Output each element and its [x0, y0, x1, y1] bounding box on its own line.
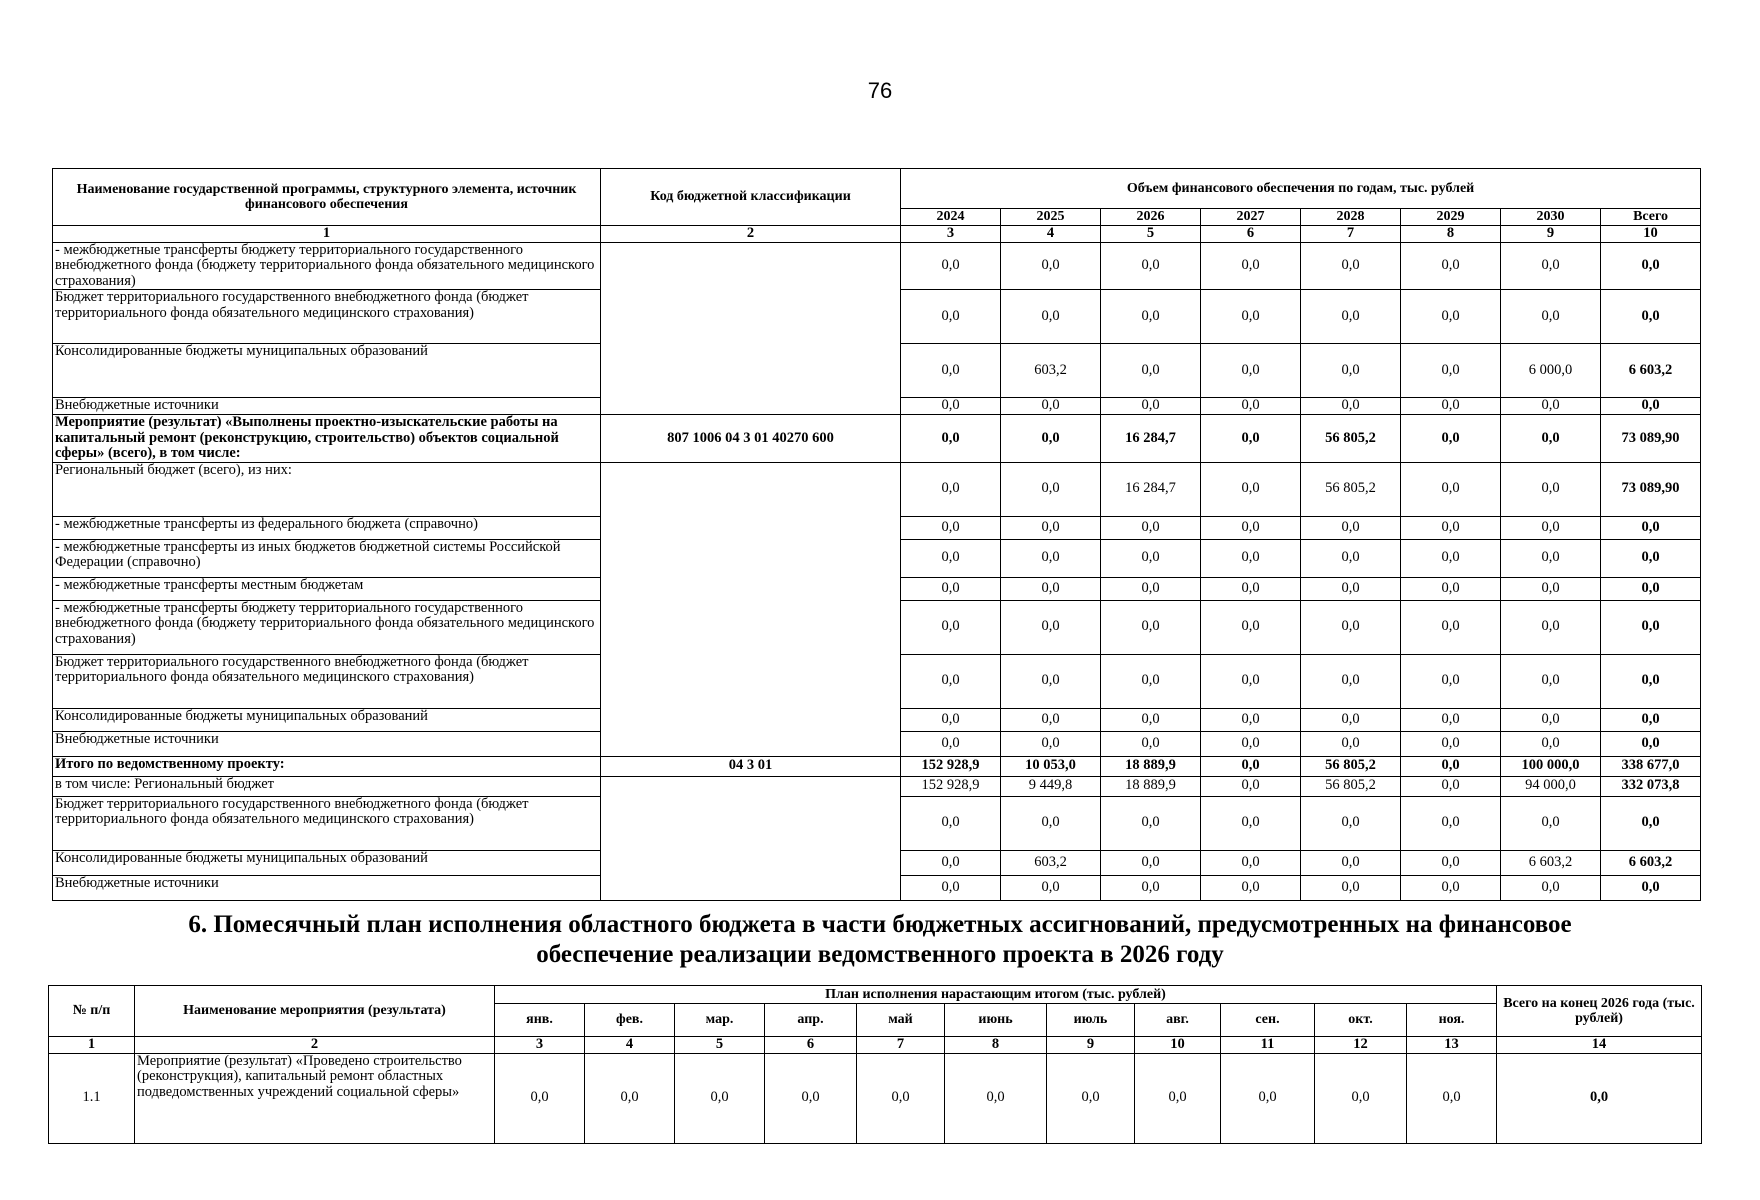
month-value: 0,0 [1407, 1053, 1497, 1143]
header-name: Наименование государственной программы, структурного элемента, источник финансового обеспечения [53, 169, 601, 226]
header-volume: Объем финансового обеспечения по годам, тыс. рублей [901, 169, 1701, 209]
year-value: 0,0 [1001, 577, 1101, 600]
section-title-line2: обеспечение реализации ведомственного проекта в 2026 году [536, 941, 1224, 968]
year-value: 0,0 [901, 516, 1001, 539]
year-value: 0,0 [1501, 731, 1601, 756]
year-value: 603,2 [1001, 850, 1101, 875]
section-title-line1: 6. Помесячный план исполнения областного бюджета в части бюджетных ассигнований, предусмотренных на финансовое [188, 911, 1572, 938]
year-value: 16 284,7 [1101, 415, 1201, 463]
year-value: 6 000,0 [1501, 344, 1601, 398]
year-value: 152 928,9 [901, 756, 1001, 776]
year-value: 0,0 [1101, 796, 1201, 850]
row-name: Итого по ведомственному проекту: [53, 756, 601, 776]
year-value: 0,0 [1201, 242, 1301, 290]
row-total: 0,0 [1601, 539, 1701, 577]
year-value: 0,0 [1201, 290, 1301, 344]
header-total: Всего [1601, 209, 1701, 226]
header-num: № п/п [49, 986, 135, 1037]
column-number: 6 [1201, 226, 1301, 243]
year-value: 0,0 [1301, 850, 1401, 875]
monthly-plan-table [48, 985, 1702, 1144]
year-value: 0,0 [1201, 344, 1301, 398]
table-row [53, 415, 1701, 463]
year-value: 0,0 [1001, 516, 1101, 539]
column-number: 9 [1047, 1037, 1135, 1054]
table-row [53, 776, 1701, 796]
month-value: 0,0 [1047, 1053, 1135, 1143]
year-value: 0,0 [1101, 577, 1201, 600]
year-value: 0,0 [1101, 875, 1201, 900]
year-value: 0,0 [1401, 600, 1501, 654]
year-value: 0,0 [901, 344, 1001, 398]
year-value: 0,0 [1401, 516, 1501, 539]
year-value: 0,0 [1001, 462, 1101, 516]
year-value: 0,0 [1501, 462, 1601, 516]
column-number: 9 [1501, 226, 1601, 243]
header-year: 2027 [1201, 209, 1301, 226]
year-value: 0,0 [1001, 415, 1101, 463]
row-name: Внебюджетные источники [53, 875, 601, 900]
column-number: 8 [945, 1037, 1047, 1054]
year-value: 0,0 [1101, 654, 1201, 708]
column-number: 1 [49, 1037, 135, 1054]
row-total: 332 073,8 [1601, 776, 1701, 796]
column-number: 7 [1301, 226, 1401, 243]
year-value: 0,0 [1401, 708, 1501, 731]
year-value: 0,0 [1001, 290, 1101, 344]
row-total: 73 089,90 [1601, 462, 1701, 516]
year-value: 0,0 [1501, 242, 1601, 290]
header-year-total: Всего на конец 2026 года (тыс. рублей) [1497, 986, 1702, 1037]
year-value: 0,0 [901, 398, 1001, 415]
year-value: 0,0 [1201, 875, 1301, 900]
year-value: 56 805,2 [1301, 756, 1401, 776]
column-number: 4 [1001, 226, 1101, 243]
header-plan: План исполнения нарастающим итогом (тыс. рублей) [495, 986, 1497, 1004]
year-value: 0,0 [1501, 600, 1601, 654]
year-value: 0,0 [1501, 290, 1601, 344]
month-value: 0,0 [945, 1053, 1047, 1143]
year-value: 152 928,9 [901, 776, 1001, 796]
row-total: 0,0 [1601, 708, 1701, 731]
year-value: 0,0 [1201, 654, 1301, 708]
row-name: Бюджет территориального государственного внебюджетного фонда (бюджет территориального фонда обязательного медицинского страхования) [53, 796, 601, 850]
row-name: Мероприятие (результат) «Выполнены проектно-изыскательские работы на капитальный ремонт (реконструкцию, строительство) объектов социальной сферы» (всего), в том числе: [53, 415, 601, 463]
year-value: 0,0 [1401, 756, 1501, 776]
budget-code: 807 1006 04 3 01 40270 600 [601, 415, 901, 463]
row-total: 0,0 [1601, 796, 1701, 850]
year-value: 0,0 [1301, 708, 1401, 731]
column-number: 6 [765, 1037, 857, 1054]
year-value: 0,0 [1301, 731, 1401, 756]
year-value: 0,0 [1401, 539, 1501, 577]
row-name: Бюджет территориального государственного внебюджетного фонда (бюджет территориального фонда обязательного медицинского страхования) [53, 654, 601, 708]
year-value: 0,0 [1501, 654, 1601, 708]
year-value: 0,0 [1401, 776, 1501, 796]
year-value: 0,0 [1101, 731, 1201, 756]
header-code: Код бюджетной классификации [601, 169, 901, 226]
year-value: 0,0 [1201, 708, 1301, 731]
month-value: 0,0 [1221, 1053, 1315, 1143]
year-value: 0,0 [1401, 398, 1501, 415]
row-name: Бюджет территориального государственного внебюджетного фонда (бюджет территориального фонда обязательного медицинского страхования) [53, 290, 601, 344]
row-name: Консолидированные бюджеты муниципальных образований [53, 708, 601, 731]
year-value: 0,0 [1301, 398, 1401, 415]
year-value: 0,0 [1401, 242, 1501, 290]
column-number: 3 [901, 226, 1001, 243]
column-number: 2 [135, 1037, 495, 1054]
column-number: 10 [1601, 226, 1701, 243]
year-value: 0,0 [1001, 654, 1101, 708]
year-value: 0,0 [1101, 398, 1201, 415]
year-value: 0,0 [1201, 516, 1301, 539]
year-value: 0,0 [1401, 415, 1501, 463]
year-value: 0,0 [901, 462, 1001, 516]
year-value: 0,0 [1301, 344, 1401, 398]
year-total-value: 0,0 [1497, 1053, 1702, 1143]
year-value: 0,0 [901, 796, 1001, 850]
year-value: 0,0 [1201, 539, 1301, 577]
header-month: мар. [675, 1004, 765, 1037]
year-value: 0,0 [1401, 654, 1501, 708]
year-value: 0,0 [1001, 731, 1101, 756]
column-number: 14 [1497, 1037, 1702, 1054]
year-value: 0,0 [1101, 850, 1201, 875]
header-month: июль [1047, 1004, 1135, 1037]
year-value: 0,0 [1301, 516, 1401, 539]
month-value: 0,0 [857, 1053, 945, 1143]
year-value: 56 805,2 [1301, 776, 1401, 796]
row-total: 0,0 [1601, 516, 1701, 539]
year-value: 0,0 [1001, 539, 1101, 577]
year-value: 0,0 [1401, 577, 1501, 600]
row-total: 0,0 [1601, 731, 1701, 756]
year-value: 0,0 [1301, 577, 1401, 600]
row-name: Консолидированные бюджеты муниципальных образований [53, 850, 601, 875]
year-value: 0,0 [1101, 708, 1201, 731]
year-value: 18 889,9 [1101, 756, 1201, 776]
year-value: 0,0 [1501, 708, 1601, 731]
column-number: 12 [1315, 1037, 1407, 1054]
header-year: 2024 [901, 209, 1001, 226]
year-value: 56 805,2 [1301, 462, 1401, 516]
row-name: - межбюджетные трансферты бюджету территориального государственного внебюджетного фонда (бюджету территориального фонда обязательного медицинского страхования) [53, 600, 601, 654]
year-value: 0,0 [901, 850, 1001, 875]
month-value: 0,0 [1315, 1053, 1407, 1143]
header-month: фев. [585, 1004, 675, 1037]
year-value: 0,0 [1201, 850, 1301, 875]
row-total: 6 603,2 [1601, 850, 1701, 875]
row-total: 0,0 [1601, 290, 1701, 344]
header-month: авг. [1135, 1004, 1221, 1037]
year-value: 0,0 [1101, 516, 1201, 539]
year-value: 0,0 [901, 600, 1001, 654]
header-year: 2025 [1001, 209, 1101, 226]
year-value: 0,0 [1401, 731, 1501, 756]
year-value: 0,0 [901, 290, 1001, 344]
year-value: 0,0 [1001, 398, 1101, 415]
year-value: 0,0 [901, 654, 1001, 708]
year-value: 94 000,0 [1501, 776, 1601, 796]
row-name: Консолидированные бюджеты муниципальных образований [53, 344, 601, 398]
header-month: июнь [945, 1004, 1047, 1037]
year-value: 0,0 [1201, 796, 1301, 850]
row-total: 0,0 [1601, 654, 1701, 708]
year-value: 0,0 [1201, 600, 1301, 654]
year-value: 0,0 [1201, 731, 1301, 756]
year-value: 0,0 [1401, 875, 1501, 900]
header-event-name: Наименование мероприятия (результата) [135, 986, 495, 1037]
year-value: 0,0 [1201, 398, 1301, 415]
year-value: 0,0 [1101, 290, 1201, 344]
year-value: 0,0 [1501, 796, 1601, 850]
year-value: 0,0 [1301, 539, 1401, 577]
column-number: 1 [53, 226, 601, 243]
year-value: 10 053,0 [1001, 756, 1101, 776]
row-number: 1.1 [49, 1053, 135, 1143]
year-value: 0,0 [901, 708, 1001, 731]
header-month: ноя. [1407, 1004, 1497, 1037]
budget-code [601, 776, 901, 900]
year-value: 0,0 [1401, 850, 1501, 875]
year-value: 100 000,0 [1501, 756, 1601, 776]
year-value: 16 284,7 [1101, 462, 1201, 516]
year-value: 0,0 [1001, 600, 1101, 654]
year-value: 0,0 [1001, 796, 1101, 850]
header-year: 2028 [1301, 209, 1401, 226]
year-value: 56 805,2 [1301, 415, 1401, 463]
year-value: 0,0 [901, 577, 1001, 600]
header-month: янв. [495, 1004, 585, 1037]
month-value: 0,0 [765, 1053, 857, 1143]
header-year: 2029 [1401, 209, 1501, 226]
year-value: 0,0 [1501, 415, 1601, 463]
header-month: окт. [1315, 1004, 1407, 1037]
column-number: 13 [1407, 1037, 1497, 1054]
row-total: 338 677,0 [1601, 756, 1701, 776]
header-year: 2026 [1101, 209, 1201, 226]
year-value: 0,0 [901, 731, 1001, 756]
month-value: 0,0 [495, 1053, 585, 1143]
row-name: - межбюджетные трансферты бюджету территориального государственного внебюджетного фонда (бюджету территориального фонда обязательного медицинского страхования) [53, 242, 601, 290]
year-value: 0,0 [1301, 600, 1401, 654]
year-value: 0,0 [901, 875, 1001, 900]
year-value: 0,0 [1101, 242, 1201, 290]
budget-code: 04 3 01 [601, 756, 901, 776]
header-year: 2030 [1501, 209, 1601, 226]
year-value: 0,0 [1001, 708, 1101, 731]
column-number: 5 [1101, 226, 1201, 243]
month-value: 0,0 [1135, 1053, 1221, 1143]
year-value: 18 889,9 [1101, 776, 1201, 796]
row-total: 0,0 [1601, 577, 1701, 600]
year-value: 0,0 [1001, 875, 1101, 900]
row-name: - межбюджетные трансферты из иных бюджетов бюджетной системы Российской Федерации (справочно) [53, 539, 601, 577]
row-total: 0,0 [1601, 600, 1701, 654]
year-value: 0,0 [1301, 242, 1401, 290]
column-number: 5 [675, 1037, 765, 1054]
header-month: сен. [1221, 1004, 1315, 1037]
column-number: 3 [495, 1037, 585, 1054]
row-name: в том числе: Региональный бюджет [53, 776, 601, 796]
year-value: 0,0 [1201, 415, 1301, 463]
year-value: 0,0 [1301, 875, 1401, 900]
row-name: - межбюджетные трансферты из федерального бюджета (справочно) [53, 516, 601, 539]
year-value: 0,0 [1301, 796, 1401, 850]
year-value: 603,2 [1001, 344, 1101, 398]
header-month: апр. [765, 1004, 857, 1037]
year-value: 0,0 [1201, 756, 1301, 776]
year-value: 0,0 [1501, 398, 1601, 415]
column-number: 10 [1135, 1037, 1221, 1054]
year-value: 6 603,2 [1501, 850, 1601, 875]
column-number: 8 [1401, 226, 1501, 243]
year-value: 0,0 [1501, 875, 1601, 900]
section-title [0, 910, 1760, 970]
row-total: 6 603,2 [1601, 344, 1701, 398]
year-value: 0,0 [1301, 654, 1401, 708]
row-total: 0,0 [1601, 242, 1701, 290]
year-value: 9 449,8 [1001, 776, 1101, 796]
row-name: Региональный бюджет (всего), из них: [53, 462, 601, 516]
year-value: 0,0 [1401, 290, 1501, 344]
year-value: 0,0 [1501, 516, 1601, 539]
year-value: 0,0 [1401, 796, 1501, 850]
month-value: 0,0 [675, 1053, 765, 1143]
year-value: 0,0 [1101, 344, 1201, 398]
year-value: 0,0 [901, 539, 1001, 577]
table-row [53, 756, 1701, 776]
year-value: 0,0 [1401, 462, 1501, 516]
column-number: 7 [857, 1037, 945, 1054]
row-total: 73 089,90 [1601, 415, 1701, 463]
table-row [53, 462, 1701, 516]
year-value: 0,0 [1501, 577, 1601, 600]
row-name: - межбюджетные трансферты местным бюджетам [53, 577, 601, 600]
row-name: Внебюджетные источники [53, 731, 601, 756]
financing-table [52, 168, 1701, 901]
row-total: 0,0 [1601, 398, 1701, 415]
year-value: 0,0 [1101, 600, 1201, 654]
table-row [53, 242, 1701, 290]
row-total: 0,0 [1601, 875, 1701, 900]
year-value: 0,0 [1101, 539, 1201, 577]
year-value: 0,0 [1201, 776, 1301, 796]
budget-code [601, 462, 901, 756]
year-value: 0,0 [901, 242, 1001, 290]
year-value: 0,0 [1301, 290, 1401, 344]
year-value: 0,0 [1201, 462, 1301, 516]
budget-code [601, 242, 901, 415]
year-value: 0,0 [1401, 344, 1501, 398]
year-value: 0,0 [1501, 539, 1601, 577]
row-name: Внебюджетные источники [53, 398, 601, 415]
column-numbers-row [49, 1037, 1702, 1054]
year-value: 0,0 [1201, 577, 1301, 600]
column-number: 11 [1221, 1037, 1315, 1054]
column-number: 4 [585, 1037, 675, 1054]
month-value: 0,0 [585, 1053, 675, 1143]
year-value: 0,0 [901, 415, 1001, 463]
column-number: 2 [601, 226, 901, 243]
year-value: 0,0 [1001, 242, 1101, 290]
event-name: Мероприятие (результат) «Проведено строительство (реконструкция), капитальный ремонт областных подведомственных учреждений социальной сферы» [135, 1053, 495, 1143]
header-month: май [857, 1004, 945, 1037]
page-number: 76 [867, 78, 893, 103]
table-row [49, 1053, 1702, 1143]
column-numbers-row [53, 226, 1701, 243]
